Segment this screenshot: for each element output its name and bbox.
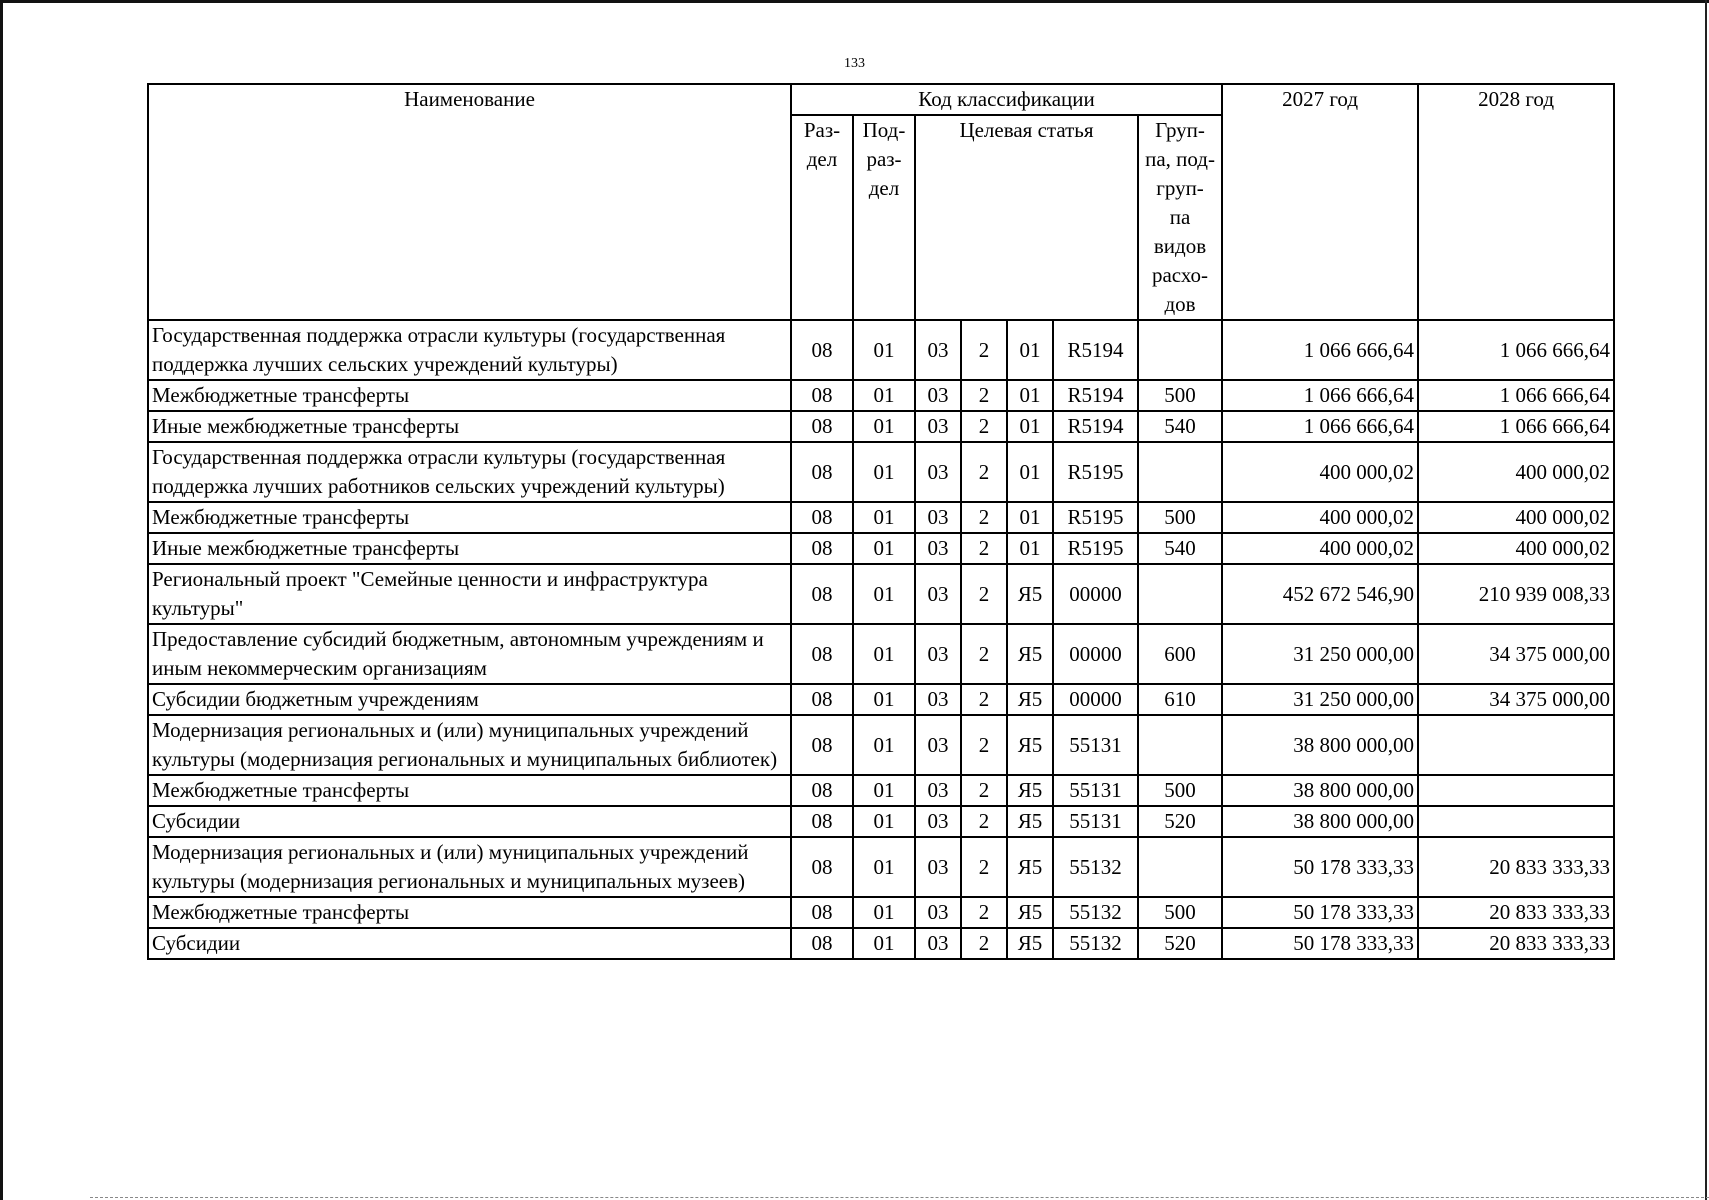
header-subsection-line: дел [868,176,900,200]
row-amount-2027: 400 000,02 [1222,533,1418,564]
row-target-program: 03 [915,624,961,684]
page-border-bottom [90,1197,1709,1198]
row-amount-2027: 31 250 000,00 [1222,624,1418,684]
row-subsection: 01 [853,564,915,624]
header-subsection-line: Под- [862,118,906,142]
row-target-program: 03 [915,380,961,411]
row-amount-2027: 50 178 333,33 [1222,837,1418,897]
row-target-type: 2 [961,411,1007,442]
row-amount-2027: 38 800 000,00 [1222,715,1418,775]
row-amount-2028: 1 066 666,64 [1418,411,1614,442]
row-target-event: Я5 [1007,715,1053,775]
header-year-2027: 2027 год [1222,84,1418,320]
page-number: 133 [844,56,865,71]
row-amount-2028: 20 833 333,33 [1418,928,1614,959]
table-row [148,411,1614,442]
row-section: 08 [791,684,853,715]
row-name: Межбюджетные трансферты [148,502,791,533]
row-target-program: 03 [915,320,961,380]
row-name: Субсидии [148,806,791,837]
header-subsection-line: раз- [866,147,902,171]
budget-table [147,83,1615,960]
header-subsection [853,115,915,320]
row-target-event: 01 [1007,502,1053,533]
header-section [791,115,853,320]
row-section: 08 [791,442,853,502]
row-amount-2028 [1418,715,1614,775]
row-target-direction: 55131 [1053,715,1138,775]
row-expense-group: 520 [1138,928,1222,959]
row-target-event: Я5 [1007,897,1053,928]
row-target-direction: R5194 [1053,411,1138,442]
row-target-type: 2 [961,564,1007,624]
header-year-2028: 2028 год [1418,84,1614,320]
row-expense-group [1138,320,1222,380]
page-border-right [1705,0,1707,1200]
row-subsection: 01 [853,533,915,564]
row-target-direction: 00000 [1053,564,1138,624]
row-name: Государственная поддержка отрасли культуры (государственная поддержка лучших работников сельских учреждений культуры) [148,442,791,502]
row-expense-group: 500 [1138,380,1222,411]
row-expense-group [1138,564,1222,624]
row-amount-2027: 38 800 000,00 [1222,775,1418,806]
row-target-program: 03 [915,897,961,928]
table-row [148,928,1614,959]
row-amount-2028: 400 000,02 [1418,533,1614,564]
row-subsection: 01 [853,715,915,775]
row-target-program: 03 [915,564,961,624]
row-section: 08 [791,806,853,837]
row-section: 08 [791,837,853,897]
table-row [148,775,1614,806]
row-target-type: 2 [961,806,1007,837]
row-subsection: 01 [853,806,915,837]
row-expense-group: 540 [1138,411,1222,442]
row-amount-2027: 452 672 546,90 [1222,564,1418,624]
row-name: Субсидии [148,928,791,959]
row-section: 08 [791,533,853,564]
row-target-type: 2 [961,775,1007,806]
row-amount-2027: 1 066 666,64 [1222,320,1418,380]
row-name: Предоставление субсидий бюджетным, автономным учреждениям и иным некоммерческим организациям [148,624,791,684]
row-target-type: 2 [961,502,1007,533]
header-target-article: Целевая статья [915,115,1138,320]
row-amount-2027: 1 066 666,64 [1222,380,1418,411]
row-amount-2027: 38 800 000,00 [1222,806,1418,837]
row-target-program: 03 [915,533,961,564]
row-target-event: 01 [1007,533,1053,564]
row-subsection: 01 [853,837,915,897]
row-target-type: 2 [961,380,1007,411]
header-name: Наименование [148,84,791,320]
table-row [148,624,1614,684]
row-subsection: 01 [853,624,915,684]
row-name: Модернизация региональных и (или) муниципальных учреждений культуры (модернизация региональных и муниципальных музеев) [148,837,791,897]
row-target-direction: 00000 [1053,624,1138,684]
row-target-program: 03 [915,715,961,775]
row-subsection: 01 [853,928,915,959]
row-target-type: 2 [961,928,1007,959]
row-name: Иные межбюджетные трансферты [148,533,791,564]
row-target-direction: 55132 [1053,928,1138,959]
row-target-event: 01 [1007,380,1053,411]
row-expense-group [1138,442,1222,502]
table-row [148,684,1614,715]
row-amount-2027: 400 000,02 [1222,502,1418,533]
row-target-direction: R5194 [1053,320,1138,380]
row-target-program: 03 [915,928,961,959]
row-amount-2028 [1418,775,1614,806]
row-section: 08 [791,380,853,411]
table-row [148,320,1614,380]
page-border-top [0,0,1709,3]
row-section: 08 [791,411,853,442]
row-expense-group [1138,837,1222,897]
row-subsection: 01 [853,380,915,411]
row-target-event: 01 [1007,320,1053,380]
header-section-line: дел [806,147,838,171]
row-target-type: 2 [961,715,1007,775]
row-amount-2028: 1 066 666,64 [1418,380,1614,411]
row-subsection: 01 [853,320,915,380]
row-target-program: 03 [915,684,961,715]
table-row [148,837,1614,897]
row-target-program: 03 [915,411,961,442]
row-amount-2027: 1 066 666,64 [1222,411,1418,442]
row-subsection: 01 [853,502,915,533]
row-name: Региональный проект "Семейные ценности и инфраструктура культуры" [148,564,791,624]
row-target-event: Я5 [1007,806,1053,837]
row-target-event: Я5 [1007,564,1053,624]
row-amount-2028: 400 000,02 [1418,442,1614,502]
header-group-line: груп- [1156,176,1204,200]
header-group-line: расхо- [1151,263,1209,287]
row-target-type: 2 [961,533,1007,564]
row-target-type: 2 [961,624,1007,684]
row-target-type: 2 [961,897,1007,928]
row-expense-group: 520 [1138,806,1222,837]
row-target-event: Я5 [1007,684,1053,715]
row-target-program: 03 [915,775,961,806]
row-name: Государственная поддержка отрасли культуры (государственная поддержка лучших сельских учреждений культуры) [148,320,791,380]
row-amount-2028: 20 833 333,33 [1418,897,1614,928]
row-target-program: 03 [915,806,961,837]
row-amount-2027: 50 178 333,33 [1222,928,1418,959]
row-target-type: 2 [961,837,1007,897]
row-amount-2028: 20 833 333,33 [1418,837,1614,897]
row-section: 08 [791,928,853,959]
row-target-direction: R5194 [1053,380,1138,411]
row-target-direction: 55131 [1053,806,1138,837]
row-subsection: 01 [853,684,915,715]
row-target-direction: R5195 [1053,533,1138,564]
table-row [148,806,1614,837]
row-target-direction: 55132 [1053,837,1138,897]
row-amount-2027: 31 250 000,00 [1222,684,1418,715]
row-target-direction: 00000 [1053,684,1138,715]
table-body [148,320,1614,959]
row-name: Модернизация региональных и (или) муниципальных учреждений культуры (модернизация региональных и муниципальных библиотек) [148,715,791,775]
row-amount-2028: 34 375 000,00 [1418,684,1614,715]
row-target-program: 03 [915,442,961,502]
row-section: 08 [791,897,853,928]
row-section: 08 [791,775,853,806]
row-expense-group [1138,715,1222,775]
row-target-type: 2 [961,442,1007,502]
row-section: 08 [791,624,853,684]
row-target-event: Я5 [1007,775,1053,806]
page-border-left [0,0,3,1200]
table-row [148,533,1614,564]
row-expense-group: 500 [1138,502,1222,533]
header-group-line: па [1169,205,1191,229]
row-subsection: 01 [853,411,915,442]
header-group-line: Груп- [1155,118,1205,142]
row-amount-2028 [1418,806,1614,837]
row-name: Субсидии бюджетным учреждениям [148,684,791,715]
header-row-1 [148,84,1614,115]
header-code: Код классификации [791,84,1222,115]
row-target-direction: R5195 [1053,442,1138,502]
row-target-type: 2 [961,320,1007,380]
row-amount-2028: 210 939 008,33 [1418,564,1614,624]
header-group-line: па, под- [1145,147,1215,171]
row-target-event: 01 [1007,411,1053,442]
row-section: 08 [791,502,853,533]
header-expense-group [1138,115,1222,320]
row-section: 08 [791,715,853,775]
row-expense-group: 610 [1138,684,1222,715]
header-group-line: дов [1164,292,1196,316]
table-row [148,380,1614,411]
row-subsection: 01 [853,775,915,806]
table-row [148,564,1614,624]
row-amount-2028: 1 066 666,64 [1418,320,1614,380]
row-expense-group: 500 [1138,775,1222,806]
row-name: Межбюджетные трансферты [148,380,791,411]
row-expense-group: 540 [1138,533,1222,564]
row-name: Иные межбюджетные трансферты [148,411,791,442]
row-target-type: 2 [961,684,1007,715]
row-section: 08 [791,564,853,624]
row-name: Межбюджетные трансферты [148,775,791,806]
row-amount-2027: 400 000,02 [1222,442,1418,502]
row-expense-group: 600 [1138,624,1222,684]
row-target-event: Я5 [1007,837,1053,897]
row-subsection: 01 [853,897,915,928]
row-target-direction: R5195 [1053,502,1138,533]
row-target-event: Я5 [1007,624,1053,684]
row-amount-2028: 34 375 000,00 [1418,624,1614,684]
row-section: 08 [791,320,853,380]
row-name: Межбюджетные трансферты [148,897,791,928]
table-row [148,442,1614,502]
row-target-direction: 55132 [1053,897,1138,928]
table-row [148,715,1614,775]
row-subsection: 01 [853,442,915,502]
row-expense-group: 500 [1138,897,1222,928]
table-row [148,502,1614,533]
row-amount-2028: 400 000,02 [1418,502,1614,533]
row-target-program: 03 [915,502,961,533]
row-target-event: Я5 [1007,928,1053,959]
row-target-program: 03 [915,837,961,897]
row-target-direction: 55131 [1053,775,1138,806]
table-row [148,897,1614,928]
row-target-event: 01 [1007,442,1053,502]
header-section-line: Раз- [803,118,841,142]
header-group-line: видов [1153,234,1207,258]
row-amount-2027: 50 178 333,33 [1222,897,1418,928]
